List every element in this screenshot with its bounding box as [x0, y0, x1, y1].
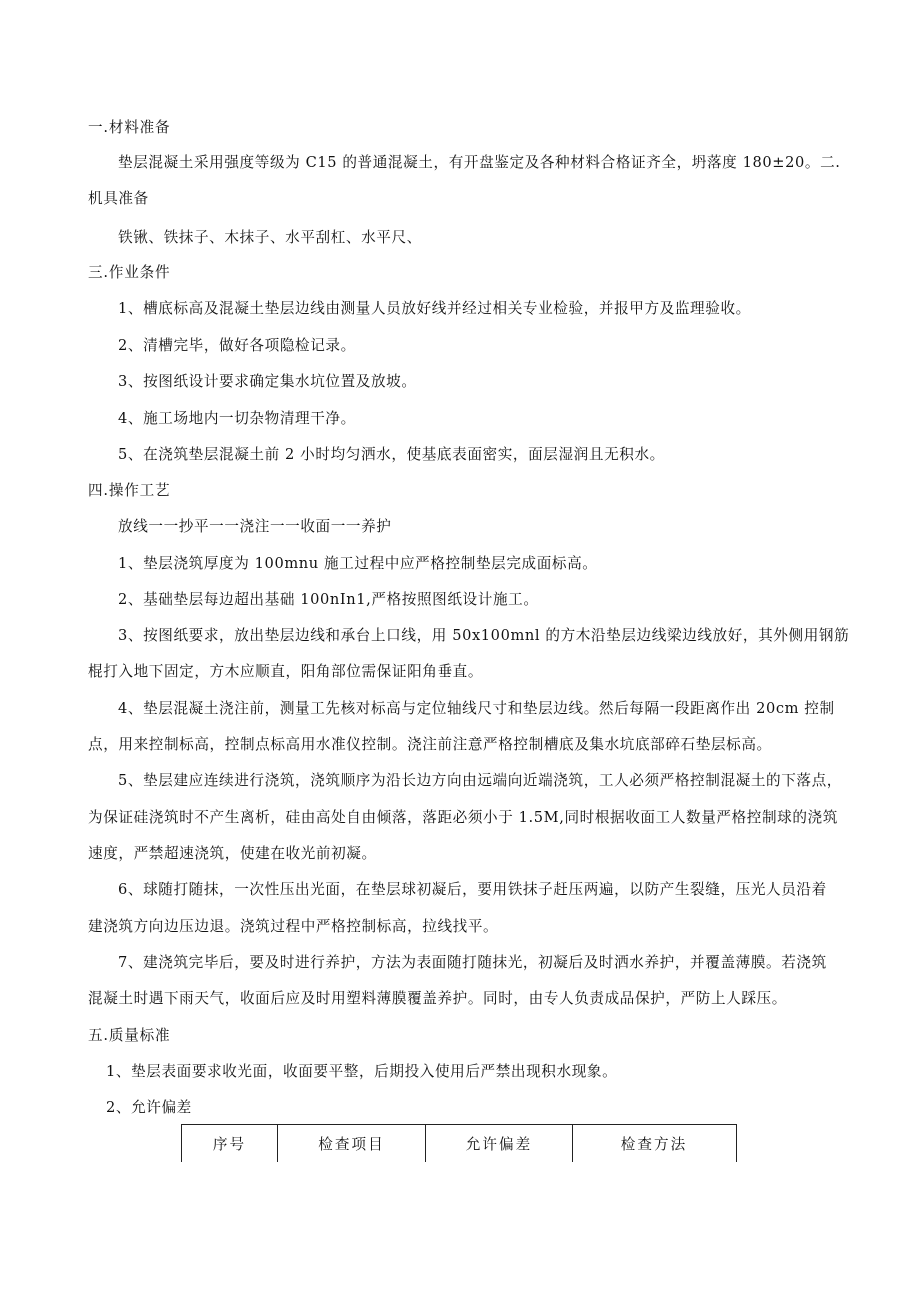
table-header-cell: 检查方法 [620, 1136, 688, 1153]
table-header-cell: 检查项目 [278, 1125, 426, 1162]
section-4-item-continued: 速度，严禁超速浇筑，使建在收光前初凝。 [88, 845, 377, 862]
section-4-item-continued: 点，用来控制标高，控制点标高用水准仪控制。浇注前注意严格控制槽底及集水坑底部碎石垫层标高。 [88, 736, 772, 753]
section-1-title: 一.材料准备 [88, 119, 171, 136]
section-1-paragraph: 垫层混凝土采用强度等级为 C15 的普通混凝土，有开盘鉴定及各种材料合格证齐全，坍落度 180±20。二. [118, 154, 841, 171]
section-4-title: 四.操作工艺 [88, 482, 171, 499]
section-3-item: 5、在浇筑垫层混凝土前 2 小时均匀洒水，使基底表面密实，面层湿润且无积水。 [118, 446, 665, 463]
section-4-item-continued: 建浇筑方向边压边退。浇筑过程中严格控制标高，拉线找平。 [88, 918, 499, 935]
table-header-cell: 允许偏差 [426, 1125, 573, 1162]
section-5-title: 五.质量标准 [88, 1027, 171, 1044]
section-3-item: 4、施工场地内一切杂物清理干净。 [118, 410, 356, 427]
section-4-item: 1、垫层浇筑厚度为 100mnu 施工过程中应严格控制垫层完成面标高。 [118, 555, 598, 572]
section-4-item: 2、基础垫层每边超出基础 100nIn1,严格按照图纸设计施工。 [118, 591, 539, 608]
section-3-item: 1、槽底标高及混凝土垫层边线由测量人员放好线并经过相关专业检验，并报甲方及监理验收。 [118, 300, 751, 317]
section-3-item: 3、按图纸设计要求确定集水坑位置及放坡。 [118, 373, 417, 390]
section-4-item: 6、球随打随抹，一次性压出光面，在垫层球初凝后，要用铁抹子赶压两遍，以防产生裂缝，压光人员沿着 [118, 881, 827, 898]
section-2-title-continued: 机具准备 [88, 190, 149, 207]
table-header-cell: 序号 [182, 1125, 278, 1162]
section-4-item: 4、垫层混凝土浇注前，测量工先核对标高与定位轴线尺寸和垫层边线。然后每隔一段距离作出 20cm 控制 [118, 700, 835, 717]
section-2-tools: 铁锹、铁抹子、木抹子、水平刮杠、水平尺、 [118, 229, 422, 246]
section-4-item-continued: 混凝土时遇下雨天气，收面后应及时用塑料薄膜覆盖养护。同时，由专人负责成品保护，严防上人踩压。 [88, 990, 787, 1007]
section-5-item: 1、垫层表面要求收光面，收面要平整，后期投入使用后严禁出现积水现象。 [106, 1063, 618, 1080]
section-4-item: 7、建浇筑完毕后，要及时进行养护，方法为表面随打随抹光，初凝后及时洒水养护，并覆盖薄膜。若浇筑 [118, 954, 827, 971]
section-4-item-continued: 棍打入地下固定，方木应顺直，阳角部位需保证阳角垂直。 [88, 663, 484, 680]
section-5-item: 2、允许偏差 [106, 1099, 192, 1116]
tolerance-table-header [181, 1124, 737, 1162]
section-4-item-continued: 为保证硅浇筑时不产生离析，硅由高处自由倾落，落距必须小于 1.5M,同时根据收面工人数量严格控制球的浇筑 [88, 809, 838, 826]
section-4-item: 5、垫层建应连续进行浇筑，浇筑顺序为沿长边方向由远端向近端浇筑，工人必须严格控制混凝土的下落点， [118, 772, 842, 789]
section-3-item: 2、清槽完毕，做好各项隐检记录。 [118, 337, 356, 354]
section-4-item: 3、按图纸要求，放出垫层边线和承台上口线，用 50x100mnl 的方木沿垫层边线梁边线放好，其外侧用钢筋 [118, 627, 850, 644]
section-4-flow: 放线一一抄平一一浇注一一收面一一养护 [118, 518, 392, 535]
section-3-title: 三.作业条件 [88, 264, 171, 281]
